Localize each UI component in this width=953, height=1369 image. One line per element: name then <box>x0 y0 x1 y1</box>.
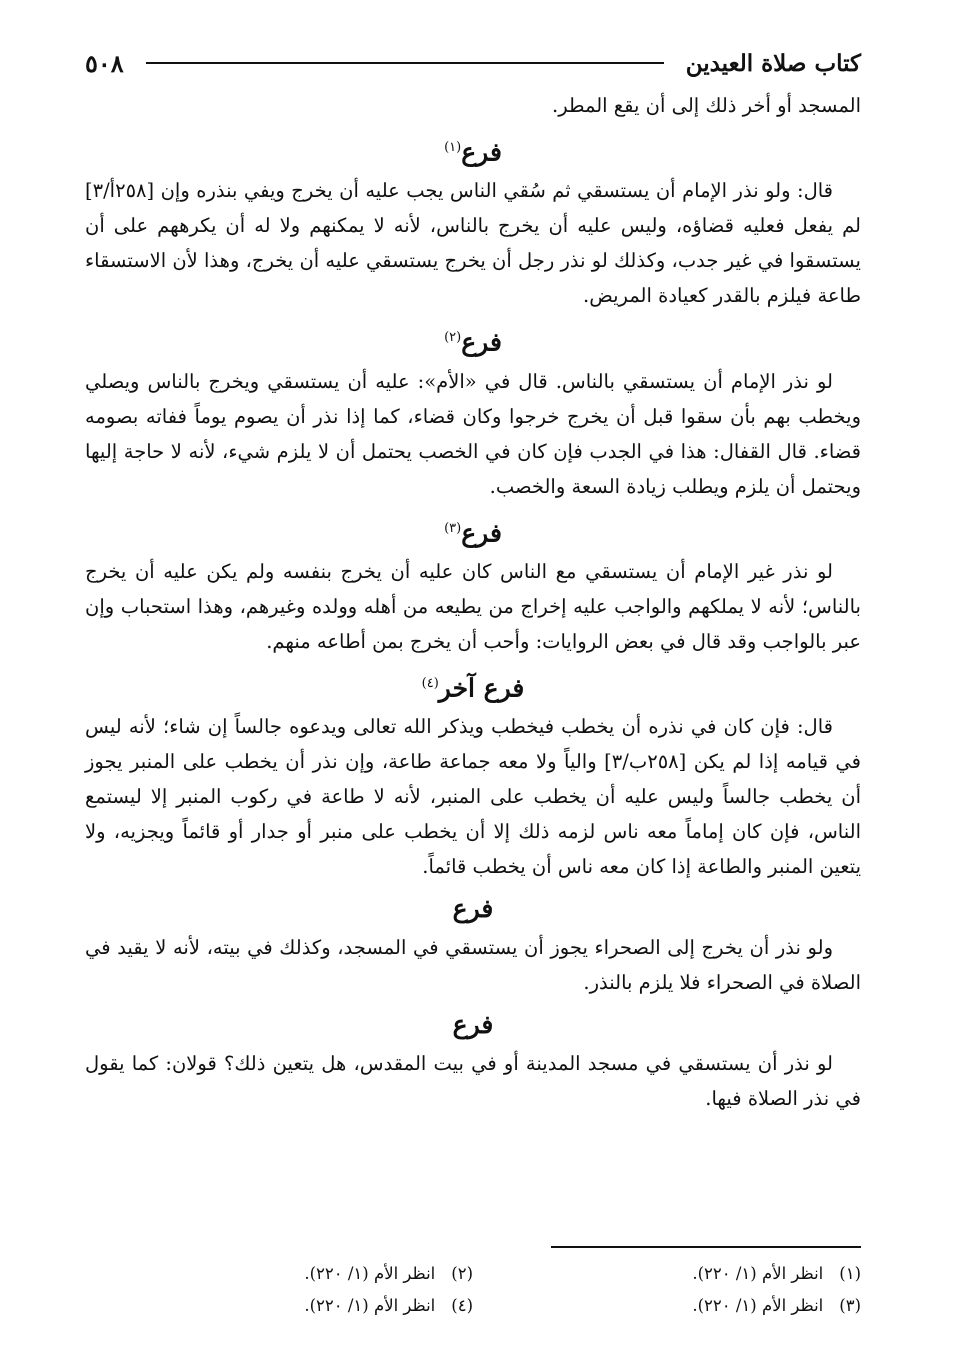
footnote-separator <box>551 1246 861 1248</box>
page-number: ٥٠٨ <box>85 48 124 78</box>
section-heading-4: فرع آخر$^{(٤)}$ <box>421 673 525 703</box>
section-heading-2: فرع$^{(٢)}$ <box>444 327 502 357</box>
section-paragraph-5: ولو نذر أن يخرج إلى الصحراء يجوز أن يستسقي في المسجد، وكذلك في بيته، لأنه لا يقيد في الصلاة في الصحراء فلا يلزم بالنذر. <box>85 936 861 995</box>
section-heading-5: فرع <box>452 894 494 924</box>
footnote-2: (٢)انظر الأم (١/ ٢٢٠). <box>304 1264 473 1283</box>
book-title: كتاب صلاة العيدين <box>685 49 861 77</box>
section-heading-6: فرع <box>452 1010 494 1040</box>
body-text <box>85 88 861 1116</box>
section-paragraph-2: لو نذر الإمام أن يستسقي بالناس. قال في «الأم»: عليه أن يستسقي ويخرج بالناس ويصلي ويخطب بهم بأن سقوا قبل أن يخرج خرجوا وكان قضاء، كما إذا نذر أن يصوم يوماً ففاته بصومه قضاء. قال القفال: هذا في الجدب فإن كان في الخصب يحتمل أن لا يلزم شيء، لأنه لا حاجة إليها ويحتمل أن يلزم ويطلب زيادة السعة والخصب. <box>85 369 861 498</box>
footnote-ref-1: (١) <box>444 140 462 155</box>
section-paragraph-4: قال: فإن كان في نذره أن يخطب فيخطب ويذكر الله تعالى ويدعوه جالساً إن شاء؛ لأنه ليس في قيامه إذا لم يكن [٢٥٨ب/٣] والياً ولا معه جماعة طاعة، وإن نذر أن يخطب على المنبر يجوز أن يخطب جالساً وليس عليه أن يخطب على المنبر، لأنه لا طاعة في ركوب المنبر إلا ليستمع الناس، فإن كان إماماً معه ناس لزمه ذلك إلا أن يخطب على منبر أو جدار أو قائماً ويجزيه، ولا يتعين المنبر والطاعة إذا كان معه ناس أن يخطب قائماً. <box>85 715 862 879</box>
section-paragraph-3: لو نذر غير الإمام أن يستسقي مع الناس كان عليه أن يخرج بنفسه ولم يكن عليه أن يخرج بالناس؛ لأنه لا يملكهم والواجب عليه إخراج من يطيعه من أهله وولده وغيرهم، وهذا استحباب وإن عبر بالواجب وقد قال في بعض الروايات: وأحب أن يخرج بمن أطاعه منهم. <box>85 559 861 653</box>
intro-paragraph: المسجد أو أخر ذلك إلى أن يقع المطر. <box>552 94 861 117</box>
section-paragraph-1: قال: ولو نذر الإمام أن يستسقي ثم سُقي الناس يجب عليه أن يخرج ويفي بنذره وإن [٢٥٨أ/٣] لم يفعل فعليه قضاؤه، وليس عليه أن يخرج بالناس، لأنه لا يمكنهم ولا له أن يكرههم على أن يستسقوا في غير جدب، وكذلك لو نذر رجل أن يخرج يستسقي عليه أن يخرج، وهذا لأن الاستسقاء طاعة فيلزم بالقدر كعيادة المريض. <box>85 179 861 308</box>
footnotes <box>85 1260 861 1320</box>
header-rule <box>146 62 664 64</box>
page-header <box>85 38 861 88</box>
footnote-3: (٣)انظر الأم (١/ ٢٢٠). <box>692 1296 861 1315</box>
section-heading-3: فرع$^{(٣)}$ <box>444 517 502 547</box>
footnote-ref-2: (٢) <box>444 330 462 346</box>
section-heading-1: فرع$^{(١)}$ <box>444 137 502 167</box>
footnote-1: (١)انظر الأم (١/ ٢٢٠). <box>692 1264 861 1283</box>
footnote-ref-4: (٤) <box>421 675 439 691</box>
section-paragraph-6: لو نذر أن يستسقي في مسجد المدينة أو في بيت المقدس، هل يتعين ذلك؟ قولان: كما يقول في نذر الصلاة فيها. <box>85 1052 861 1111</box>
footnote-4: (٤)انظر الأم (١/ ٢٢٠). <box>304 1296 473 1315</box>
footnote-ref-3: (٣) <box>444 520 462 536</box>
